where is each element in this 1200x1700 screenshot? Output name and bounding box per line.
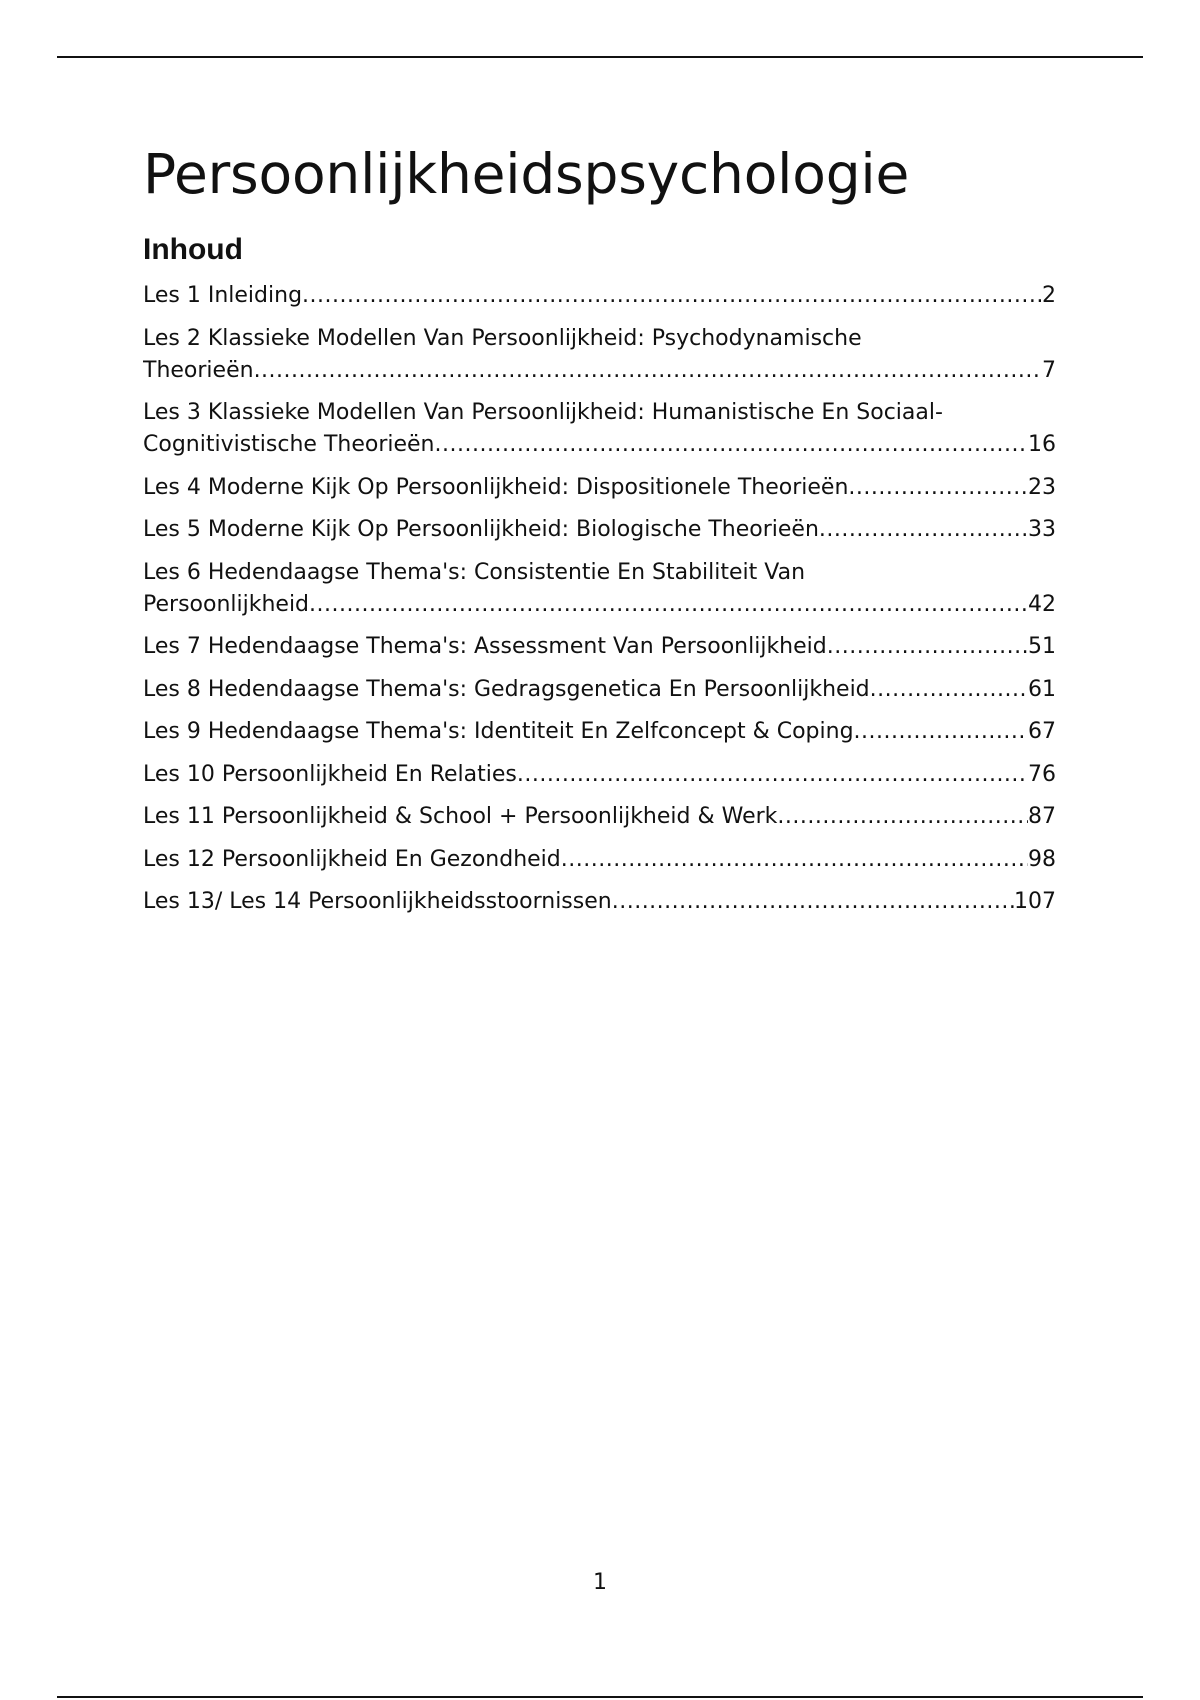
toc-entry-les-5[interactable] [143,514,1056,546]
toc-entry-title: Les 4 Moderne Kijk Op Persoonlijkheid: Dispositionele Theorieën [143,474,849,500]
toc-leader-dots [827,631,1028,663]
toc-page-number: 23 [1028,474,1056,500]
toc-entry-les-12[interactable] [143,844,1056,876]
toc-entry-les-3[interactable] [143,397,1056,461]
toc-heading: Inhoud [143,233,243,266]
toc-entry-les-4[interactable] [143,472,1056,504]
toc-leader-dots [612,886,1014,918]
toc-entry-title-line-2: Cognitivistische Theorieën [143,432,435,457]
toc-page-number: 61 [1028,676,1056,702]
table-of-contents [143,280,1056,918]
top-rule [57,56,1143,58]
toc-entry-title: Les 7 Hedendaagse Thema's: Assessment Van Persoonlijkheid [143,634,827,659]
toc-entry-title: Les 13/ Les 14 Persoonlijkheidsstoornissen [143,889,612,914]
toc-entry-title: Les 1 Inleiding [143,283,303,308]
toc-entry-les-9[interactable] [143,716,1056,748]
toc-page-number: 2 [1042,283,1056,308]
toc-page-number: 33 [1028,517,1056,542]
toc-entry-les-7[interactable] [143,631,1056,663]
toc-page-number: 51 [1028,634,1056,659]
toc-entry-les-6[interactable] [143,557,1056,621]
toc-entry-les-1[interactable] [143,280,1056,312]
toc-leader-dots [854,716,1028,748]
toc-page-number: 7 [1042,357,1056,383]
bottom-rule [57,1696,1143,1698]
toc-entry-title-line-1: Les 6 Hedendaagse Thema's: Consistentie En Stabiliteit Van [143,559,806,585]
toc-entry-les-8[interactable] [143,674,1056,706]
toc-entry-title-line-2: Theorieën [143,357,254,383]
toc-page-number: 42 [1028,591,1056,617]
toc-entry-title: Les 12 Persoonlijkheid En Gezondheid [143,846,561,872]
toc-page-number: 87 [1028,804,1056,829]
toc-leader-dots [819,514,1028,546]
toc-page-number: 76 [1028,761,1056,787]
page-content [143,138,1056,929]
toc-entry-les-11[interactable] [143,801,1056,833]
toc-leader-dots [561,844,1028,876]
toc-entry-title: Les 8 Hedendaagse Thema's: Gedragsgenetica En Persoonlijkheid [143,676,870,702]
toc-entry-les-13-14[interactable] [143,886,1056,918]
toc-leader-dots [309,589,1028,621]
toc-entry-title-line-2: Persoonlijkheid [143,591,310,617]
toc-entry-title: Les 11 Persoonlijkheid & School + Persoonlijkheid & Werk [143,804,778,829]
toc-page-number: 16 [1028,432,1056,457]
toc-leader-dots [254,355,1042,387]
toc-entry-title-line-1: Les 2 Klassieke Modellen Van Persoonlijkheid: Psychodynamische [143,325,862,351]
toc-leader-dots [870,674,1028,706]
toc-leader-dots [517,759,1028,791]
toc-entry-les-10[interactable] [143,759,1056,791]
document-title: Persoonlijkheidspsychologie [143,142,910,206]
page-number: 1 [593,1570,607,1595]
toc-entry-title-line-1: Les 3 Klassieke Modellen Van Persoonlijkheid: Humanistische En Sociaal- [143,400,943,425]
toc-leader-dots [848,472,1028,504]
toc-leader-dots [435,429,1029,461]
toc-page-number: 67 [1028,719,1056,744]
toc-entry-les-2[interactable] [143,323,1056,387]
toc-leader-dots [777,801,1028,833]
toc-page-number: 98 [1028,846,1056,872]
toc-leader-dots [302,280,1042,312]
toc-entry-title: Les 5 Moderne Kijk Op Persoonlijkheid: Biologische Theorieën [143,517,819,542]
toc-entry-title: Les 10 Persoonlijkheid En Relaties [143,761,517,787]
toc-entry-title: Les 9 Hedendaagse Thema's: Identiteit En Zelfconcept & Coping [143,719,854,744]
toc-page-number: 107 [1014,889,1056,914]
